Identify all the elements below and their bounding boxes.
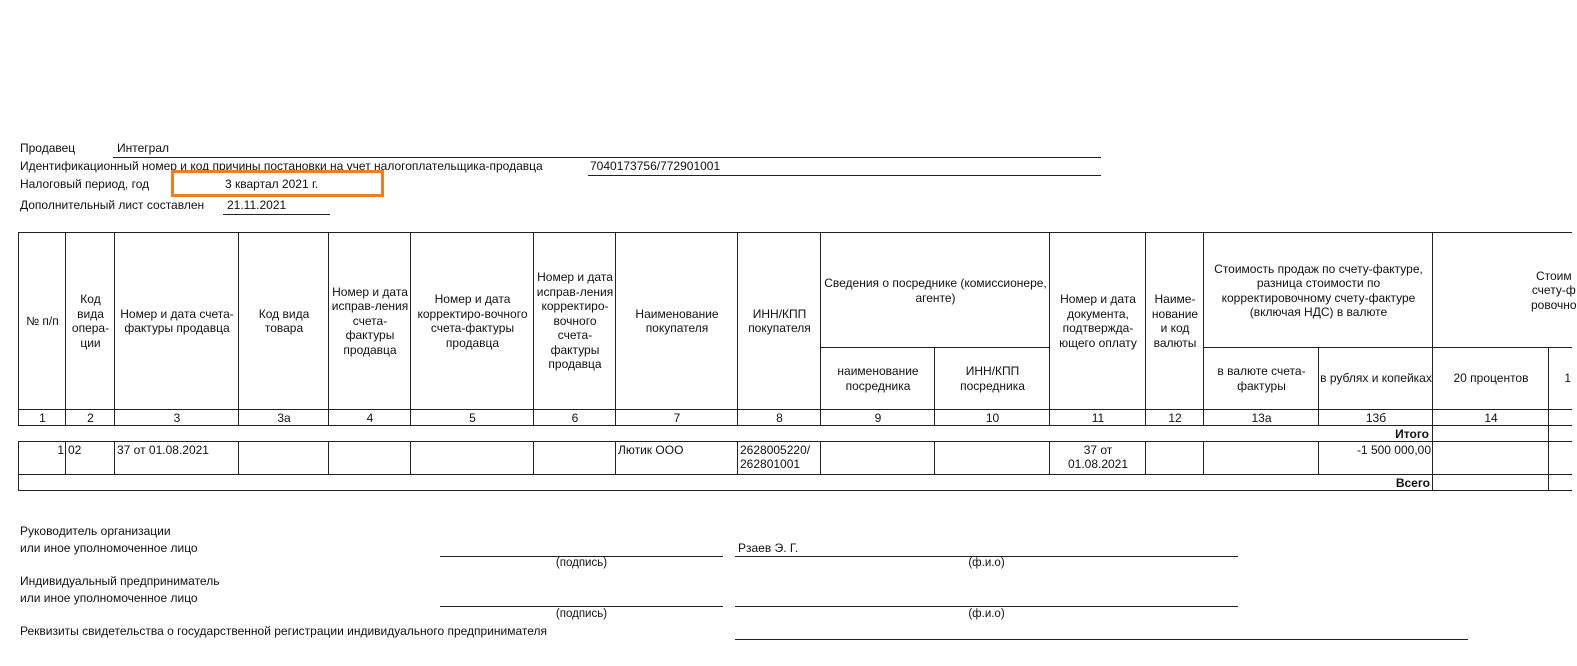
buyer-inn bbox=[737, 441, 821, 474]
col-number: 1 bbox=[18, 409, 66, 426]
sheet-value: 21.11.2021 bbox=[227, 198, 287, 212]
header-cell: Номер и дата исправ-ления счета-фактуры продавца bbox=[328, 232, 411, 409]
ip-name-line bbox=[735, 606, 1238, 607]
payment-doc bbox=[1049, 441, 1146, 474]
sheet-label: Дополнительный лист составлен bbox=[20, 198, 205, 212]
sheet-underline bbox=[223, 214, 330, 215]
buyer-inn-line1: 2628005220/ bbox=[740, 443, 811, 457]
ip-label-line1: Индивидуальный предприниматель bbox=[20, 574, 220, 588]
row-number: 1 bbox=[18, 441, 66, 474]
header-cell: Номер и дата документа, подтвержда-ющего оплату bbox=[1049, 232, 1146, 409]
registration-line bbox=[735, 639, 1468, 640]
table-cell bbox=[533, 441, 616, 474]
table-cell bbox=[934, 441, 1050, 474]
col-number-partial bbox=[1548, 409, 1572, 426]
header-cell: Наиме-нование и код валюты bbox=[1145, 232, 1204, 409]
seller-label: Продавец bbox=[20, 141, 76, 155]
table-cell bbox=[238, 441, 329, 474]
head-name: Рзаев Э. Г. bbox=[738, 541, 799, 555]
payment-doc-line1: 37 от bbox=[1083, 443, 1113, 457]
table-cell bbox=[410, 441, 534, 474]
header-cell: Номер и дата счета-фактуры продавца bbox=[114, 232, 239, 409]
total-cell-partial bbox=[1548, 474, 1572, 491]
header-cell: Номер и дата исправ-ления корректиро-вочного счета-фактуры продавца bbox=[533, 232, 616, 409]
header-cell-partial: 1 bbox=[1548, 347, 1572, 409]
sum-rub: -1 500 000,00 bbox=[1318, 441, 1433, 474]
header-cell: № п/п bbox=[18, 232, 66, 409]
col-number: 10 bbox=[934, 409, 1050, 426]
header-cell: 20 процентов bbox=[1432, 347, 1549, 409]
head-label-line2: или иное уполномоченное лицо bbox=[20, 541, 198, 555]
total-label: Всего bbox=[1395, 476, 1430, 490]
table-cell bbox=[1145, 441, 1204, 474]
col-number: 4 bbox=[328, 409, 411, 426]
table-cell-partial bbox=[1548, 441, 1572, 474]
col-number: 9 bbox=[820, 409, 935, 426]
total-cell bbox=[1432, 474, 1549, 491]
op-code: 02 bbox=[65, 441, 115, 474]
head-signature-caption: (подпись) bbox=[555, 557, 608, 569]
total-row bbox=[18, 474, 1433, 491]
inn-underline bbox=[588, 175, 1101, 176]
table-cell bbox=[1203, 441, 1319, 474]
header-group-intermediary: Сведения о посреднике (комиссионере, агенте) bbox=[820, 232, 1050, 348]
ip-signature-caption: (подпись) bbox=[555, 608, 608, 620]
head-fio-caption: (ф.и.о) bbox=[968, 557, 1005, 569]
subtotal-cell bbox=[1432, 425, 1549, 442]
ip-label-line2: или иное уполномоченное лицо bbox=[20, 591, 198, 605]
subtotal-label: Итого bbox=[1395, 427, 1429, 441]
header-cell: ИНН/КПП покупателя bbox=[737, 232, 821, 409]
inn-value: 7040173756/772901001 bbox=[590, 159, 721, 173]
buyer-inn-line2: 262801001 bbox=[740, 456, 801, 471]
buyer-name: Лютик ООО bbox=[615, 441, 738, 474]
header-cell: ИНН/КПП посредника bbox=[934, 347, 1050, 409]
row-separator bbox=[18, 425, 1572, 426]
inn-label: Идентификационный номер и код причины постановки на учет налогоплательщика-продавца bbox=[20, 159, 543, 173]
header-cell: наименование посредника bbox=[820, 347, 935, 409]
period-value: 3 квартал 2021 г. bbox=[225, 177, 319, 191]
col-number: 3а bbox=[238, 409, 329, 426]
header-cell: в рублях и копейках bbox=[1318, 347, 1433, 409]
col-number: 3 bbox=[114, 409, 239, 426]
table-cell bbox=[1432, 441, 1549, 474]
period-highlight bbox=[171, 170, 384, 197]
subtotal-cell-partial bbox=[1548, 425, 1572, 442]
registration-label: Реквизиты свидетельства о государственной регистрации индивидуального предпринимателя bbox=[20, 624, 548, 638]
header-group-tax-partial: Стоим счету-ф ровочно bbox=[1432, 232, 1572, 348]
header-cell: Код вида опера-ции bbox=[65, 232, 115, 409]
col-number: 13б bbox=[1318, 409, 1433, 426]
header-cell: Номер и дата корректиро-вочного счета-фактуры продавца bbox=[410, 232, 534, 409]
col-number: 11 bbox=[1049, 409, 1146, 426]
header-cell: Код вида товара bbox=[238, 232, 329, 409]
col-number: 6 bbox=[533, 409, 616, 426]
col-number: 12 bbox=[1145, 409, 1204, 426]
col-number: 13а bbox=[1203, 409, 1319, 426]
col-number: 14 bbox=[1432, 409, 1549, 426]
head-label-line1: Руководитель организации bbox=[20, 524, 171, 538]
col-number: 5 bbox=[410, 409, 534, 426]
col-number: 2 bbox=[65, 409, 115, 426]
invoice-number: 37 от 01.08.2021 bbox=[114, 441, 239, 474]
table-cell bbox=[328, 441, 411, 474]
period-label: Налоговый период, год bbox=[20, 177, 150, 191]
ip-fio-caption: (ф.и.о) bbox=[968, 608, 1005, 620]
table-cell bbox=[820, 441, 935, 474]
payment-doc-line2: 01.08.2021 bbox=[1067, 456, 1129, 471]
ip-signature-line bbox=[440, 606, 723, 607]
header-cell: в валюте счета-фактуры bbox=[1203, 347, 1319, 409]
col-number: 7 bbox=[615, 409, 738, 426]
seller-underline bbox=[113, 157, 1101, 158]
header-cell: Наименование покупателя bbox=[615, 232, 738, 409]
seller-value: Интеграл bbox=[117, 141, 170, 155]
col-number: 8 bbox=[737, 409, 821, 426]
header-group-sales-value: Стоимость продаж по счету-фактуре, разница стоимости по корректировочному счету-фактуре (включая НДС) в валюте bbox=[1203, 232, 1433, 348]
